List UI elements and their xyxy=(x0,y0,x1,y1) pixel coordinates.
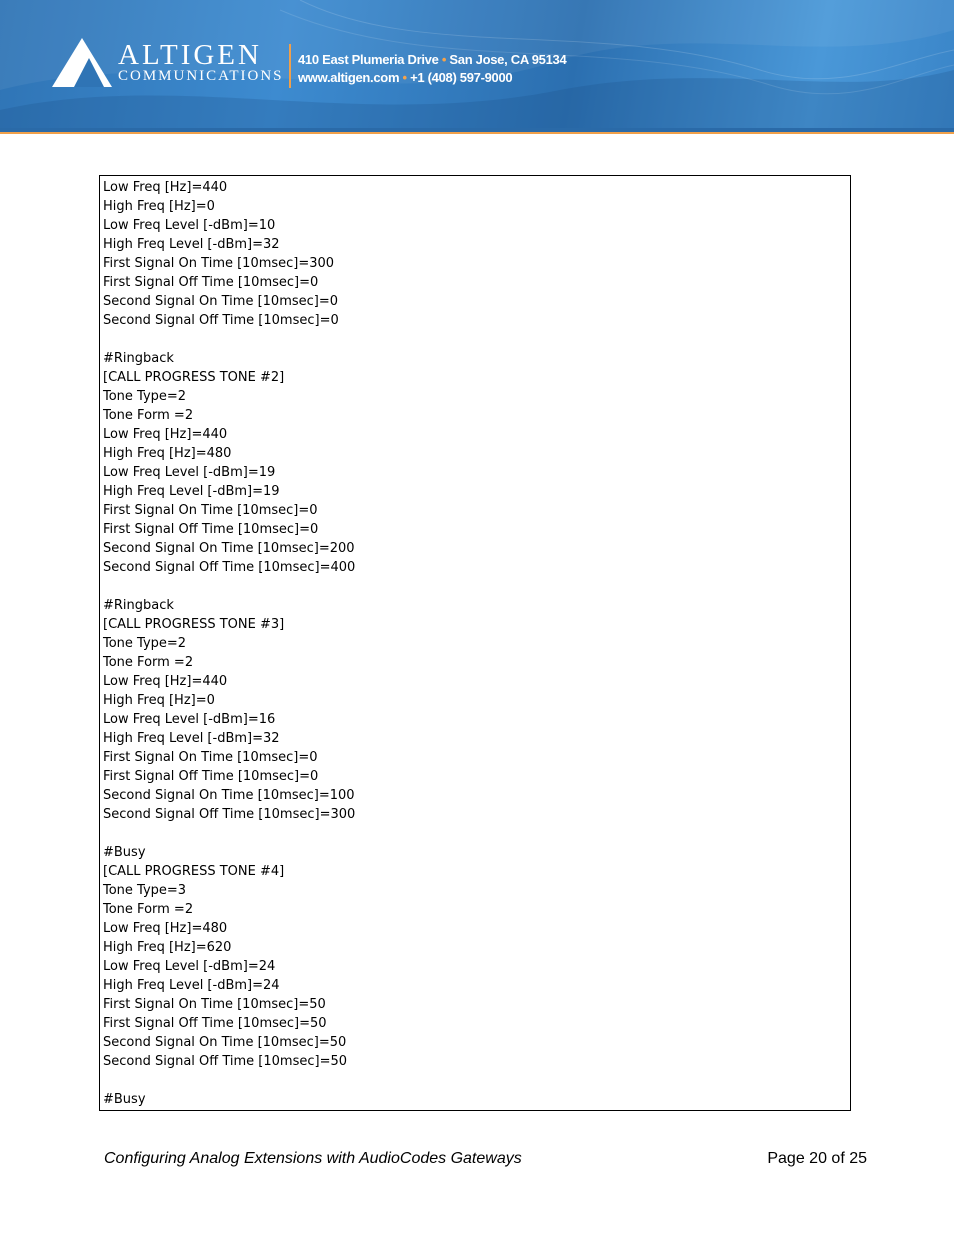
config-line: Low Freq Level [-dBm]=10 xyxy=(103,218,276,233)
config-line: High Freq [Hz]=620 xyxy=(103,940,232,955)
config-line: First Signal On Time [10msec]=0 xyxy=(103,750,318,765)
config-line: Second Signal On Time [10msec]=50 xyxy=(103,1035,347,1050)
footer-page-number: Page 20 of 25 xyxy=(767,1150,867,1167)
config-line: Second Signal Off Time [10msec]=400 xyxy=(103,560,356,575)
footer-document-title: Configuring Analog Extensions with AudioCodes Gateways xyxy=(104,1150,522,1167)
config-line: Second Signal On Time [10msec]=100 xyxy=(103,788,355,803)
config-line: #Ringback xyxy=(103,351,174,366)
separator-dot: • xyxy=(441,52,447,67)
config-line: Second Signal Off Time [10msec]=50 xyxy=(103,1054,348,1069)
city-state-zip: San Jose, CA 95134 xyxy=(449,52,567,67)
config-line: Tone Type=3 xyxy=(103,883,187,898)
logo-divider xyxy=(289,44,291,88)
phone-number: +1 (408) 597-9000 xyxy=(410,70,513,85)
config-line: Low Freq [Hz]=440 xyxy=(103,427,228,442)
config-line: [CALL PROGRESS TONE #2] xyxy=(103,370,285,385)
config-line: Tone Type=2 xyxy=(103,389,187,404)
config-line: Low Freq Level [-dBm]=16 xyxy=(103,712,276,727)
config-line: High Freq [Hz]=480 xyxy=(103,446,232,461)
config-line: High Freq Level [-dBm]=32 xyxy=(103,731,280,746)
config-line: Tone Form =2 xyxy=(103,408,194,423)
page-header-banner xyxy=(0,0,954,128)
config-line: High Freq [Hz]=0 xyxy=(103,693,215,708)
config-line: #Busy xyxy=(103,845,146,860)
config-line: [CALL PROGRESS TONE #4] xyxy=(103,864,285,879)
config-line: #Ringback xyxy=(103,598,174,613)
config-line: Low Freq Level [-dBm]=24 xyxy=(103,959,276,974)
config-line: Low Freq [Hz]=440 xyxy=(103,180,228,195)
config-line: Tone Form =2 xyxy=(103,655,194,670)
header-accent-line xyxy=(0,132,954,134)
config-line: Low Freq [Hz]=440 xyxy=(103,674,228,689)
config-code-box xyxy=(99,175,851,1111)
config-line: First Signal On Time [10msec]=0 xyxy=(103,503,318,518)
address-line-1 xyxy=(298,51,566,69)
config-line: Second Signal Off Time [10msec]=0 xyxy=(103,313,339,328)
logo-wordmark: ALTIGEN xyxy=(118,39,262,71)
address-line-2 xyxy=(298,69,566,87)
config-line: Tone Form =2 xyxy=(103,902,194,917)
config-line: Low Freq [Hz]=480 xyxy=(103,921,228,936)
config-line: First Signal Off Time [10msec]=0 xyxy=(103,275,319,290)
config-line: #Busy xyxy=(103,1092,146,1107)
config-line: Second Signal On Time [10msec]=200 xyxy=(103,541,355,556)
config-line: Tone Type=2 xyxy=(103,636,187,651)
config-line: Second Signal On Time [10msec]=0 xyxy=(103,294,339,309)
config-line: Second Signal Off Time [10msec]=300 xyxy=(103,807,356,822)
company-address xyxy=(298,51,566,87)
street-address: 410 East Plumeria Drive xyxy=(298,52,439,67)
config-line: High Freq [Hz]=0 xyxy=(103,199,215,214)
separator-dot: • xyxy=(402,70,407,85)
config-line: First Signal Off Time [10msec]=50 xyxy=(103,1016,327,1031)
config-line: First Signal On Time [10msec]=300 xyxy=(103,256,335,271)
config-line: High Freq Level [-dBm]=19 xyxy=(103,484,280,499)
config-line: First Signal On Time [10msec]=50 xyxy=(103,997,326,1012)
config-line: First Signal Off Time [10msec]=0 xyxy=(103,522,319,537)
config-line: High Freq Level [-dBm]=24 xyxy=(103,978,280,993)
config-line: Low Freq Level [-dBm]=19 xyxy=(103,465,276,480)
logo-subtitle: COMMUNICATIONS xyxy=(118,68,284,84)
config-line: High Freq Level [-dBm]=32 xyxy=(103,237,280,252)
config-line: [CALL PROGRESS TONE #3] xyxy=(103,617,285,632)
config-line: First Signal Off Time [10msec]=0 xyxy=(103,769,319,784)
website-link[interactable]: www.altigen.com xyxy=(298,70,400,85)
